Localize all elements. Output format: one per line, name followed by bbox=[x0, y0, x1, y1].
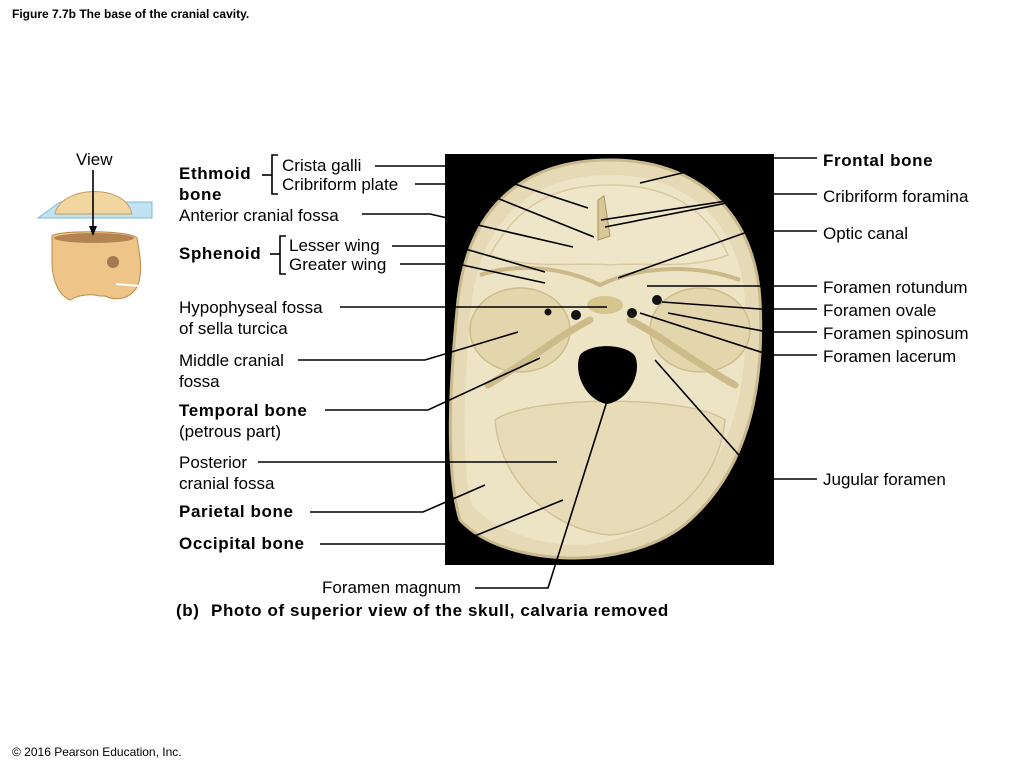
foramen-ovale-label: Foramen ovale bbox=[823, 301, 937, 320]
ethmoid-label-line2: bone bbox=[179, 185, 223, 204]
posterior-cranial-fossa-label-line2: cranial fossa bbox=[179, 474, 275, 493]
cribriform-plate-label: Cribriform plate bbox=[282, 175, 399, 194]
jugular-foramen-label: Jugular foramen bbox=[823, 470, 946, 489]
posterior-cranial-fossa-label-line1: Posterior bbox=[179, 453, 248, 472]
caption-text: Photo of superior view of the skull, calvaria removed bbox=[211, 601, 669, 620]
crista-galli-label: Crista galli bbox=[282, 156, 362, 175]
view-label: View bbox=[76, 150, 113, 169]
sphenoid-label: Sphenoid bbox=[179, 244, 262, 263]
lesser-wing-label: Lesser wing bbox=[289, 236, 380, 255]
optic-canal-label: Optic canal bbox=[823, 224, 909, 243]
view-inset-illustration bbox=[38, 170, 152, 300]
anterior-cranial-fossa-label: Anterior cranial fossa bbox=[179, 206, 339, 225]
copyright-notice: © 2016 Pearson Education, Inc. bbox=[12, 745, 182, 759]
foramen-lacerum-label: Foramen lacerum bbox=[823, 347, 957, 366]
foramen-rotundum-label: Foramen rotundum bbox=[823, 278, 968, 297]
caption-letter: (b) bbox=[176, 601, 200, 620]
hypophyseal-fossa-label-line1: Hypophyseal fossa bbox=[179, 298, 323, 317]
greater-wing-label: Greater wing bbox=[289, 255, 387, 274]
foramen-spinosum-label: Foramen spinosum bbox=[823, 324, 969, 343]
middle-cranial-fossa-label-line2: fossa bbox=[179, 372, 220, 391]
middle-cranial-fossa-label-line1: Middle cranial bbox=[179, 351, 284, 370]
foramen-magnum-label: Foramen magnum bbox=[322, 578, 461, 597]
parietal-bone-label: Parietal bone bbox=[179, 502, 294, 521]
frontal-bone-label: Frontal bone bbox=[823, 151, 934, 170]
hypophyseal-fossa-label-line2: of sella turcica bbox=[179, 319, 288, 338]
figure-title: Figure 7.7b The base of the cranial cavity. bbox=[12, 7, 250, 21]
ethmoid-label-line1: Ethmoid bbox=[179, 164, 252, 183]
cribriform-foramina-label: Cribriform foramina bbox=[823, 187, 969, 206]
occipital-bone-label: Occipital bone bbox=[179, 534, 305, 553]
temporal-bone-label-line1: Temporal bone bbox=[179, 401, 308, 420]
temporal-bone-label-line2: (petrous part) bbox=[179, 422, 282, 441]
